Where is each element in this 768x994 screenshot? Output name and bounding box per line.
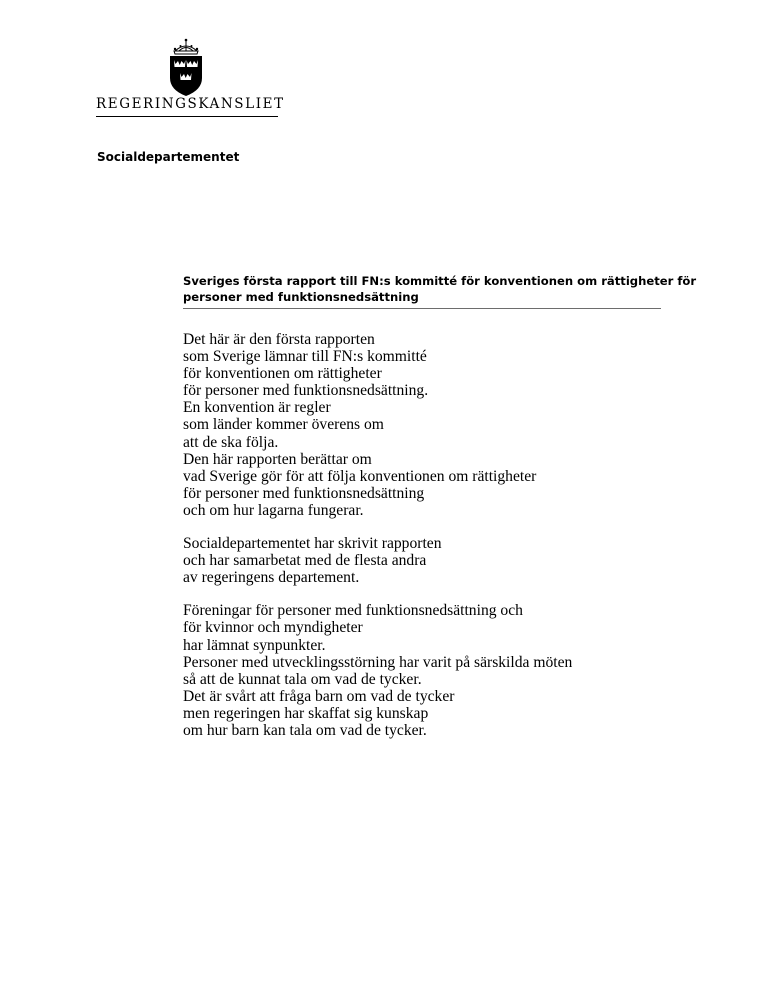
swedish-coat-of-arms-icon [160, 38, 212, 98]
paragraph-consultation [183, 602, 663, 739]
document-title [183, 274, 697, 309]
document-body [183, 331, 663, 755]
text-line: för konventionen om rättigheter [183, 365, 382, 383]
text-line: för personer med funktionsnedsättning. [183, 382, 429, 400]
text-line: av regeringens departement. [183, 569, 360, 587]
text-line: Socialdepartementet har skrivit rapporten [183, 535, 442, 553]
text-line: som Sverige lämnar till FN:s kommitté [183, 348, 427, 366]
text-line: Personer med utvecklingsstörning har varit på särskilda möten [183, 653, 573, 671]
text-line: Det här är den första rapporten [183, 331, 375, 348]
government-logo [96, 38, 285, 120]
logo-wordmark: REGERINGSKANSLIET [96, 96, 285, 112]
text-line: och har samarbetat med de flesta andra [183, 552, 427, 570]
text-line: Det är svårt att fråga barn om vad de tycker [183, 687, 455, 705]
paragraph-intro [183, 331, 663, 519]
text-line: har lämnat synpunkter. [183, 636, 326, 654]
text-line: men regeringen har skaffat sig kunskap [183, 704, 429, 722]
text-line: som länder kommer överens om [183, 416, 384, 434]
text-line: och om hur lagarna fungerar. [183, 501, 364, 519]
text-line: Föreningar för personer med funktionsnedsättning och [183, 602, 523, 620]
text-line: vad Sverige gör för att följa konventionen om rättigheter [183, 467, 537, 485]
title-line: Sveriges första rapport till FN:s kommitté för konventionen om rättigheter för [183, 274, 697, 288]
text-line: om hur barn kan tala om vad de tycker. [183, 721, 427, 739]
text-line: En konvention är regler [183, 399, 331, 417]
text-line: så att de kunnat tala om vad de tycker. [183, 670, 422, 688]
title-line: personer med funktionsnedsättning [183, 289, 419, 304]
text-line: för kvinnor och myndigheter [183, 619, 363, 637]
text-line: Den här rapporten berättar om [183, 450, 372, 468]
logo-divider [96, 116, 278, 117]
text-line: att de ska följa. [183, 433, 279, 451]
text-line: för personer med funktionsnedsättning [183, 484, 425, 502]
department-name: Socialdepartementet [97, 150, 240, 164]
paragraph-authors [183, 535, 663, 586]
